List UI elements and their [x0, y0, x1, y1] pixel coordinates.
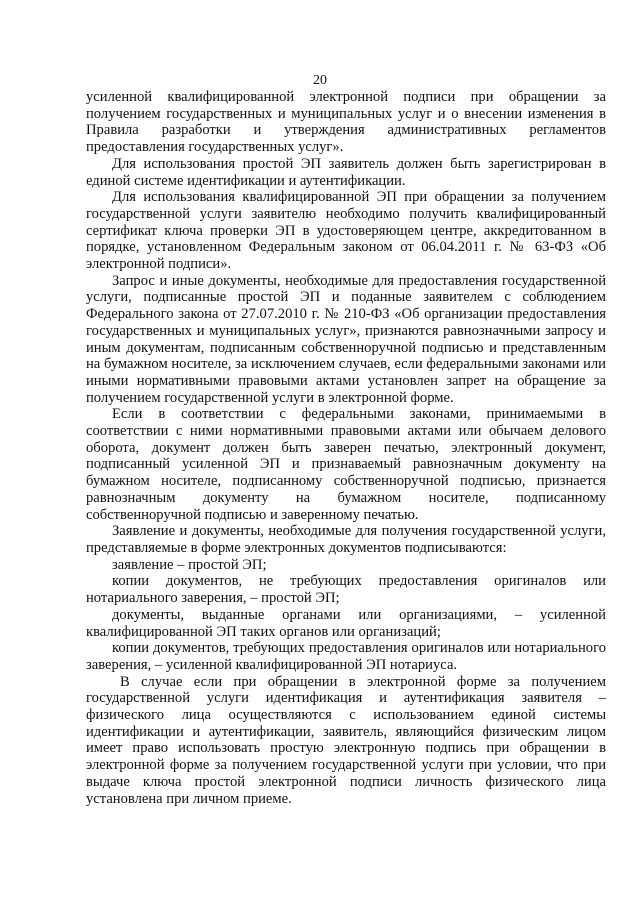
list-item-issued-documents: документы, выданные органами или организациями, – усиленной квалифицированной ЭП таких органов или организаций;	[86, 606, 606, 640]
paragraph-signing-intro: Заявление и документы, необходимые для получения государственной услуги, представляемые в форме электронных документов подписываются:	[86, 523, 606, 556]
paragraph-identification: В случае если при обращении в электронной форме за получением государственной услуги идентификация и аутентификация заявителя – физического лица осуществляются с использованием единой системы идентификации и аутентификации, заявитель, являющийся физическим лицом имеет право использовать простую электронную подпись при обращении в электронной форме за получением государственной услуги при условии, что при выдаче ключа простой электронной подписи личность физического лица установлена при личном приеме.	[86, 673, 606, 807]
paragraph-qualified-ep-certificate: Для использования квалифицированной ЭП при обращении за получением государственной услуги заявителю необходимо получить квалифицированный сертификат ключа проверки ЭП в удостоверяющем центре, аккредитованном в порядке, установленном Федеральным законом от 06.04.2011 г. № 63-ФЗ «Об электронной подписи».	[86, 189, 606, 273]
paragraph-request-equivalence: Запрос и иные документы, необходимые для предоставления государственной услуги, подписанные простой ЭП и поданные заявителем с соблюдением Федерального закона от 27.07.2010 г. № 210-ФЗ «Об организации предоставления государственных и муниципальных услуг», признаются равнозначными запросу и иным документам, подписанным собственноручной подписью и представленным на бумажном носителе, за исключением случаев, если федеральными законами или иными нормативными правовыми актами установлен запрет на обращение за получением государственной услуги в электронной форме.	[86, 272, 606, 406]
paragraph-simple-ep-registration: Для использования простой ЭП заявитель должен быть зарегистрирован в единой системе идентификации и аутентификации.	[86, 155, 606, 189]
paragraph-continuation: усиленной квалифицированной электронной подписи при обращении за получением государственных и муниципальных услуг и о внесении изменения в Правила разработки и утверждения административных регламентов предоставления государственных услуг».	[86, 89, 606, 156]
paragraph-seal-requirement: Если в соответствии с федеральными законами, принимаемыми в соответствии с ними нормативными правовыми актами или обычаем делового оборота, документ должен быть заверен печатью, электронный документ, подписанный усиленной ЭП и признаваемый равнозначным документу на бумажном носителе, подписанному собственноручной подписью, признается равнозначным документу на бумажном носителе, подписанному собственноручной подписью и заверенному печатью.	[86, 406, 606, 523]
page-number: 20	[313, 73, 327, 88]
list-item-copies-notarial: копии документов, требующих предоставления оригиналов или нотариального заверения, – усиленной квалифицированной ЭП нотариуса.	[86, 640, 606, 673]
body-text	[86, 89, 606, 807]
list-item-application: заявление – простой ЭП;	[112, 556, 267, 573]
list-item-copies-no-originals: копии документов, не требующих предоставления оригиналов или нотариального заверения, – простой ЭП;	[86, 573, 606, 607]
